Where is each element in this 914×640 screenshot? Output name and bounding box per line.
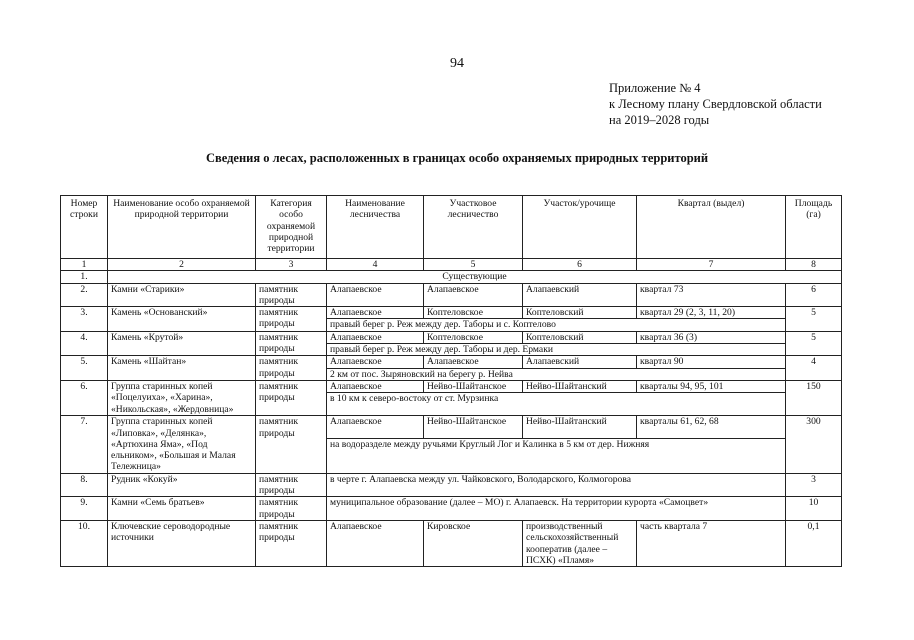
site: Коптеловский <box>523 331 637 343</box>
forestry: Алапаевское <box>327 380 424 392</box>
area-ha: 0,1 <box>786 520 842 566</box>
area-name: Камень «Шайтан» <box>108 356 256 381</box>
forestry: Алапаевское <box>327 283 424 307</box>
forestry: Алапаевское <box>327 416 424 438</box>
table-row <box>61 331 842 343</box>
forestry: Алапаевское <box>327 331 424 343</box>
district-forestry: Алапаевское <box>424 356 523 368</box>
header-cell: Наименование особо охраняемой природной территории <box>108 196 256 259</box>
district-forestry: Нейво-Шайтанское <box>424 380 523 392</box>
table-row <box>61 473 842 497</box>
area-name: Группа старинных копей «Поцелуиха», «Харина», «Никольская», «Жердовница» <box>108 380 256 415</box>
appendix-line-3: на 2019–2028 годы <box>609 113 710 127</box>
table-row <box>61 356 842 368</box>
area-name: Ключевские сероводородные источники <box>108 520 256 566</box>
area-ha: 5 <box>786 331 842 356</box>
section-label: Существующие <box>108 271 842 283</box>
district-forestry: Алапаевское <box>424 283 523 307</box>
site: Алапаевский <box>523 356 637 368</box>
header-cell: Площадь (га) <box>786 196 842 259</box>
protected-areas-table <box>60 195 842 567</box>
area-name: Камни «Семь братьев» <box>108 497 256 521</box>
forestry: Алапаевское <box>327 307 424 319</box>
quarter: квартал 90 <box>637 356 786 368</box>
area-ha: 300 <box>786 416 842 473</box>
row-number: 3. <box>61 307 108 332</box>
area-ha: 150 <box>786 380 842 415</box>
quarter: квартал 36 (3) <box>637 331 786 343</box>
page-number: 94 <box>450 56 464 71</box>
area-category: памятник природы <box>256 497 327 521</box>
area-ha: 3 <box>786 473 842 497</box>
col-number: 1 <box>61 259 108 271</box>
table-row <box>61 283 842 307</box>
site: Нейво-Шайтанский <box>523 416 637 438</box>
area-name: Камни «Старики» <box>108 283 256 307</box>
row-number: 7. <box>61 416 108 473</box>
area-category: памятник природы <box>256 331 327 356</box>
location-description: в черте г. Алапаевска между ул. Чайковского, Володарского, Колмогорова <box>327 473 786 497</box>
table-row <box>61 520 842 566</box>
table-row <box>61 380 842 392</box>
col-number: 8 <box>786 259 842 271</box>
header-cell: Наименование лесничества <box>327 196 424 259</box>
location-description: на водоразделе между ручьями Круглый Лог и Калинка в 5 км от дер. Нижняя <box>327 438 786 473</box>
header-cell: Участок/урочище <box>523 196 637 259</box>
col-number: 2 <box>108 259 256 271</box>
quarter: кварталы 61, 62, 68 <box>637 416 786 438</box>
quarter: часть квартала 7 <box>637 520 786 566</box>
row-number: 5. <box>61 356 108 381</box>
quarter: кварталы 94, 95, 101 <box>637 380 786 392</box>
area-ha: 6 <box>786 283 842 307</box>
location-description: 2 км от пос. Зыряновский на берегу р. Нейва <box>327 368 786 380</box>
row-number: 1. <box>61 271 108 283</box>
col-number: 3 <box>256 259 327 271</box>
area-category: памятник природы <box>256 473 327 497</box>
district-forestry: Коптеловское <box>424 331 523 343</box>
document-title: Сведения о лесах, расположенных в границах особо охраняемых природных территорий <box>205 151 709 165</box>
district-forestry: Нейво-Шайтанское <box>424 416 523 438</box>
area-name: Камень «Крутой» <box>108 331 256 356</box>
area-name: Рудник «Кокуй» <box>108 473 256 497</box>
row-number: 2. <box>61 283 108 307</box>
table-row <box>61 307 842 319</box>
site: Алапаевский <box>523 283 637 307</box>
appendix-note <box>609 80 822 128</box>
quarter: квартал 29 (2, 3, 11, 20) <box>637 307 786 319</box>
site: Нейво-Шайтанский <box>523 380 637 392</box>
header-cell: Категория особо охраняемой природной территории <box>256 196 327 259</box>
row-number: 10. <box>61 520 108 566</box>
area-ha: 10 <box>786 497 842 521</box>
section-row <box>61 271 842 283</box>
area-category: памятник природы <box>256 416 327 473</box>
area-category: памятник природы <box>256 520 327 566</box>
header-cell: Квартал (выдел) <box>637 196 786 259</box>
location-description: муниципальное образование (далее – МО) г. Алапаевск. На территории курорта «Самоцвет» <box>327 497 786 521</box>
col-number: 6 <box>523 259 637 271</box>
site: производственный сельскохозяйственный кооператив (далее – ПСХК) «Пламя» <box>523 520 637 566</box>
table-row <box>61 497 842 521</box>
location-description: правый берег р. Реж между дер. Таборы и с. Коптелово <box>327 319 786 331</box>
table-header-row <box>61 196 842 259</box>
col-number: 5 <box>424 259 523 271</box>
area-category: памятник природы <box>256 307 327 332</box>
area-ha: 4 <box>786 356 842 381</box>
row-number: 9. <box>61 497 108 521</box>
col-number: 7 <box>637 259 786 271</box>
area-category: памятник природы <box>256 380 327 415</box>
quarter: квартал 73 <box>637 283 786 307</box>
district-forestry: Коптеловское <box>424 307 523 319</box>
forestry: Алапаевское <box>327 520 424 566</box>
district-forestry: Кировское <box>424 520 523 566</box>
row-number: 6. <box>61 380 108 415</box>
row-number: 8. <box>61 473 108 497</box>
appendix-line-1: Приложение № 4 <box>609 81 701 95</box>
row-number: 4. <box>61 331 108 356</box>
area-ha: 5 <box>786 307 842 332</box>
col-number: 4 <box>327 259 424 271</box>
header-cell: Номер строки <box>61 196 108 259</box>
area-category: памятник природы <box>256 283 327 307</box>
site: Коптеловский <box>523 307 637 319</box>
column-number-row <box>61 259 842 271</box>
forestry: Алапаевское <box>327 356 424 368</box>
table-row <box>61 416 842 438</box>
location-description: правый берег р. Реж между дер. Таборы и дер. Ермаки <box>327 344 786 356</box>
location-description: в 10 км к северо-востоку от ст. Мурзинка <box>327 393 786 416</box>
area-name: Камень «Основанский» <box>108 307 256 332</box>
header-cell: Участковое лесничество <box>424 196 523 259</box>
area-category: памятник природы <box>256 356 327 381</box>
appendix-line-2: к Лесному плану Свердловской области <box>609 97 822 111</box>
area-name: Группа старинных копей «Липовка», «Делянка», «Артюхина Яма», «Под ельником», «Большая и Малая Тележница» <box>108 416 256 473</box>
